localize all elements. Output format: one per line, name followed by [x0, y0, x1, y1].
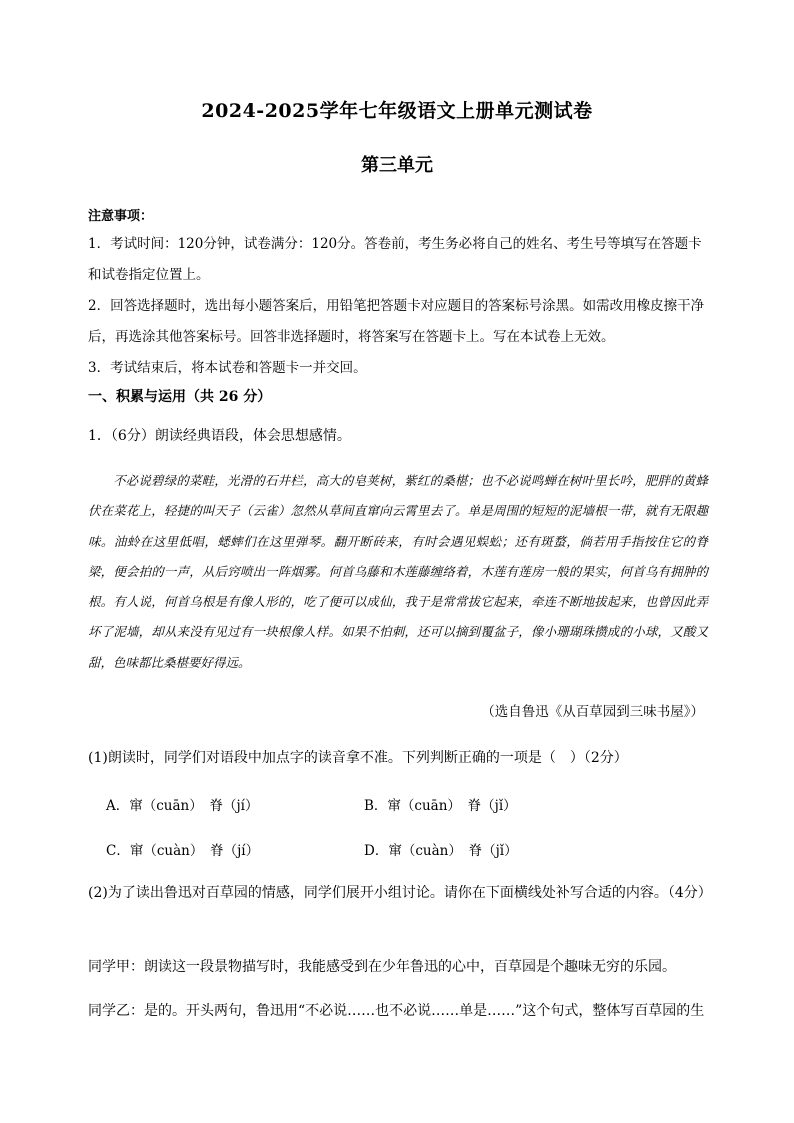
sub-question-2: (2)为了读出鲁迅对百草园的情感，同学们展开小组讨论。请你在下面横线处补写合适的内容。（4分） — [88, 885, 712, 901]
question-1-stem: 1．（6分）朗读经典语段，体会思想感情。 — [88, 428, 351, 444]
exam-title: 2024-2025学年七年级语文上册单元测试卷 — [201, 100, 593, 122]
unit-subtitle: 第三单元 — [361, 155, 433, 176]
notice-heading: 注意事项： — [88, 209, 154, 224]
option-b: B．窜（cuān） 脊（jǐ） — [364, 798, 517, 814]
reading-passage: 不必说碧绿的菜畦，光滑的石井栏，高大的皂荚树，紫红的桑椹；也不必说鸣蝉在树叶里长吟，肥胖的黄蜂伏在菜花上，轻捷的叫天子（云雀）忽然从草间直窜向云霄里去了。单是周围的短短的泥墙根一带，就有无限趣味。油蛉在这里低唱，蟋蟀们在这里弹琴。翻开断砖来，有时会遇见蜈蚣；还有斑蝥，倘若用手指按住它的脊梁，便会拍的一声，从后窍喷出一阵烟雾。何首乌藤和木莲藤缠络着，木莲有莲房一般的果实，何首乌有拥肿的根。有人说，何首乌根是有像人形的，吃了便可以成仙，我于是常常拔它起来，牵连不断地拔起来，也曾因此弄坏了泥墙，却从来没有见过有一块根像人样。如果不怕刺，还可以摘到覆盆子，像小珊瑚珠攒成的小球，又酸又甜，色味都比桑椹要好得远。 — [88, 473, 708, 670]
notice-item-1: 1．考试时间：120分钟，试卷满分：120分。答卷前，考生务必将自己的姓名、考生号等填写在答题卡和试卷指定位置上。 — [88, 236, 702, 283]
section-heading: 一、积累与运用（共 26 分） — [88, 389, 272, 405]
student-a-remark: 同学甲：朗读这一段景物描写时，我能感受到在少年鲁迅的心中，百草园是个趣味无穷的乐园。 — [88, 959, 676, 975]
notice-item-2: 2．回答选择题时，选出每小题答案后，用铅笔把答题卡对应题目的答案标号涂黑。如需改用橡皮擦干净后，再选涂其他答案标号。回答非选择题时，将答案写在答题卡上。写在本试卷上无效。 — [88, 298, 705, 345]
option-c: C．窜（cuàn） 脊（jí） — [106, 843, 260, 859]
notice-item-3: 3．考试结束后，将本试卷和答题卡一并交回。 — [88, 360, 367, 376]
option-d: D．窜（cuàn） 脊（jǐ） — [364, 843, 518, 859]
sub-question-1: (1)朗读时，同学们对语段中加点字的读音拿不准。下列判断正确的一项是（ ）（2分） — [88, 750, 628, 766]
student-b-remark: 同学乙：是的。开头两句，鲁迅用“不必说……也不必说……单是……”这个句式，整体写百草园的生 — [88, 1003, 705, 1019]
option-a: A．窜（cuān） 脊（jí） — [106, 798, 259, 814]
passage-source: （选自鲁迅《从百草园到三味书屋》） — [481, 704, 704, 720]
